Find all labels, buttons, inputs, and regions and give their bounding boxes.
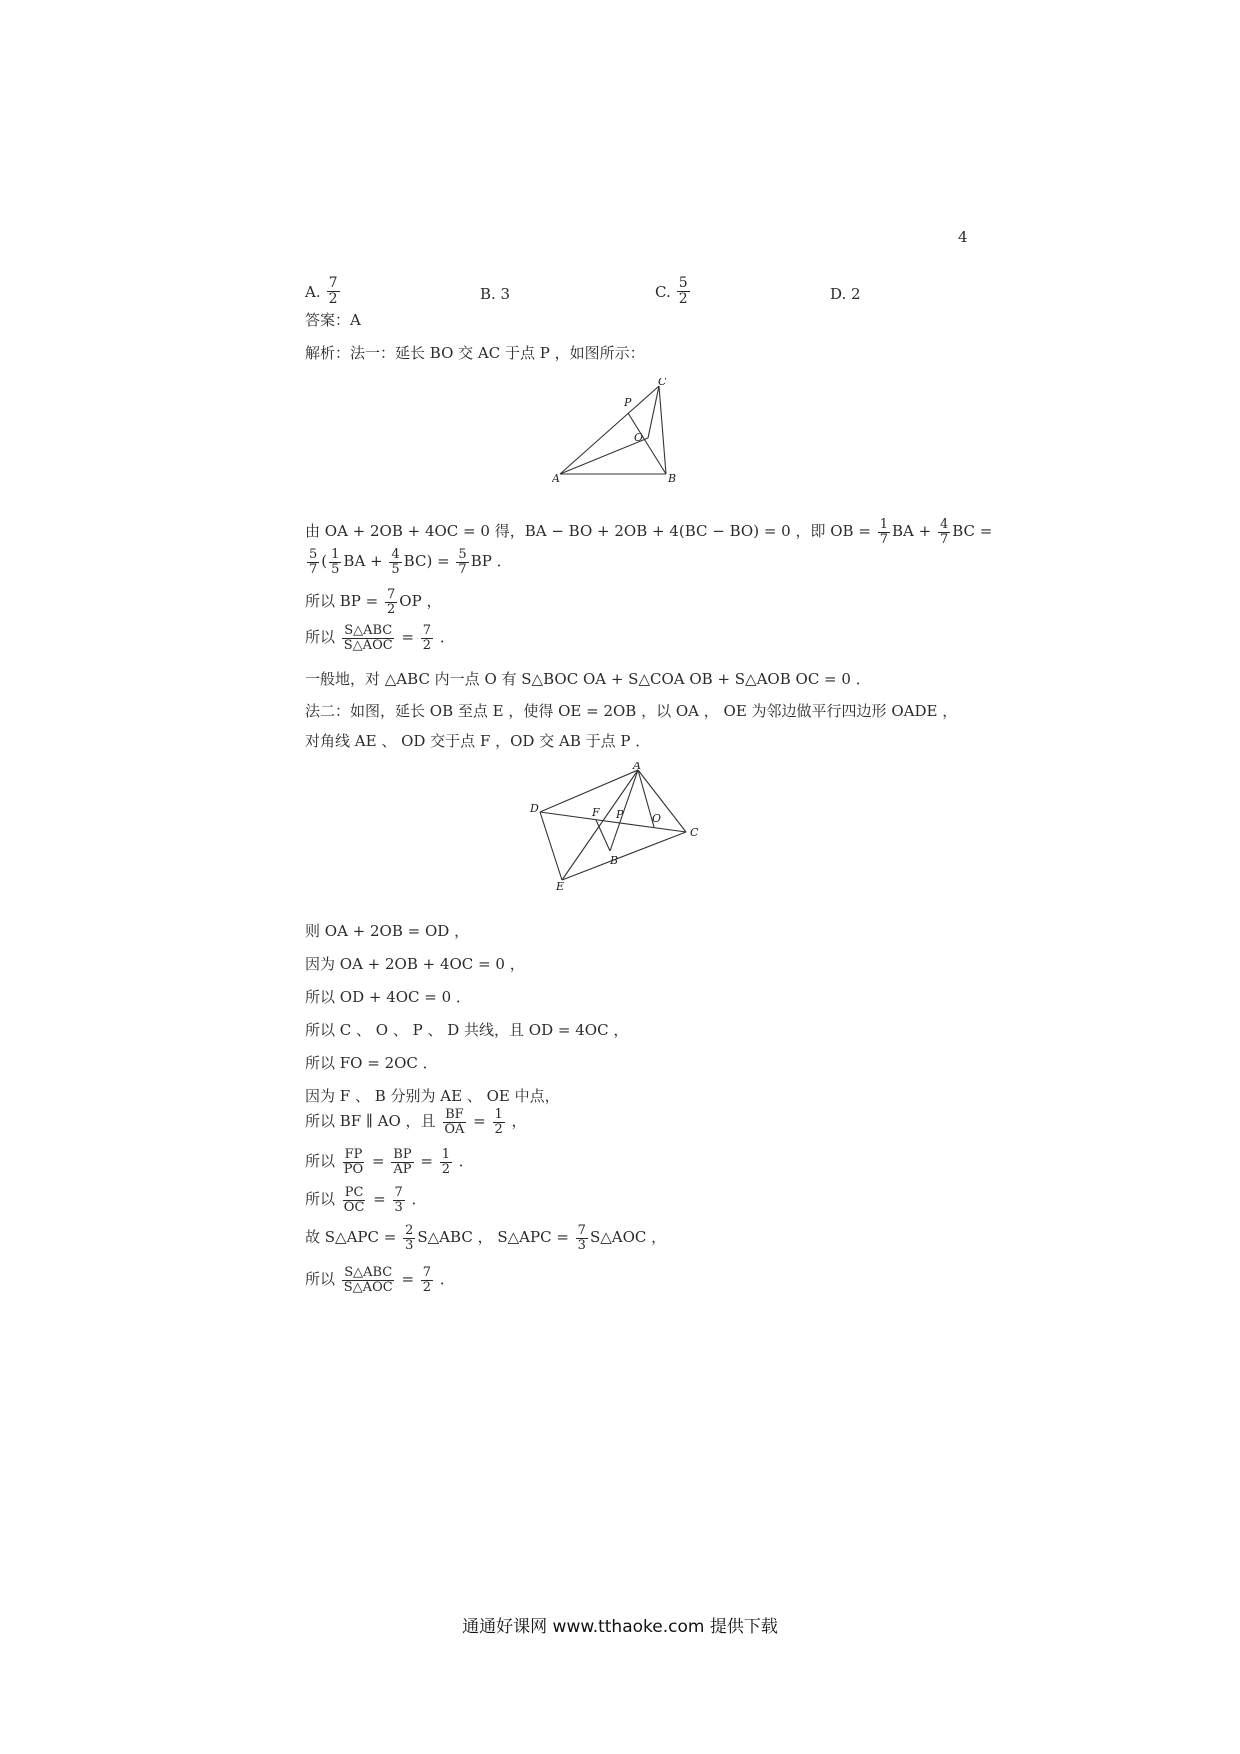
eq1-fraction-1 [878, 518, 890, 546]
eq4-fraction-1 [342, 624, 395, 652]
eq1-fraction-2 [938, 518, 950, 546]
eq2-f2-num: 1 [331, 547, 340, 562]
label-o: O [634, 431, 644, 444]
footer-text: 通通好课网 www.tthaoke.com 提供下载 [462, 1617, 778, 1637]
eq2-fraction-1 [307, 548, 319, 576]
s10-f1-num: 2 [405, 1223, 414, 1238]
s9-text-c: ． [406, 1190, 427, 1209]
option-c-den: 2 [678, 291, 688, 308]
segment-fb [596, 820, 610, 851]
eq2-fraction-2 [329, 548, 341, 576]
answer-line: 答案：A [305, 311, 361, 329]
eq4-f2-num: 7 [422, 623, 432, 638]
segment-cb [659, 386, 666, 474]
s9-f1-num: PC [344, 1185, 364, 1200]
label-c: C [690, 826, 699, 839]
s7-fraction-1 [442, 1108, 466, 1136]
eq2-f3-den: 5 [391, 561, 400, 577]
option-d: D. 2 [830, 285, 861, 303]
label-a: A [633, 762, 641, 772]
eq1-f2-num: 4 [939, 517, 949, 532]
option-c [655, 276, 690, 308]
equation-line-3 [305, 588, 441, 616]
option-b: B. 3 [480, 285, 511, 303]
equation-line-4 [305, 624, 455, 652]
step-1: 则 OA + 2OB = OD ， [305, 922, 470, 940]
segment-ec [562, 832, 686, 880]
option-a-den: 2 [328, 291, 338, 308]
eq3-f-den: 2 [387, 601, 396, 617]
s11-fraction-1 [342, 1266, 395, 1294]
segment-de [540, 812, 562, 880]
general-statement: 一般地，对 △ABC 内一点 O 有 S△BOC OA + S△COA OB + S△AOB OC = 0 ． [305, 670, 871, 688]
option-a-label: A. [305, 282, 321, 301]
eq2-fraction-3 [389, 548, 401, 576]
method-two-line-1: 法二：如图，延长 OB 至点 E ，使得 OE = 2OB ，以 OA ， OE 为邻边做平行四边形 OADE ， [305, 702, 958, 720]
s10-fraction-1 [403, 1224, 415, 1252]
s11-f1-num: S△ABC [344, 1265, 393, 1280]
option-c-fraction [677, 276, 690, 308]
eq4-text-b: = [396, 628, 419, 647]
label-d: D [530, 802, 539, 815]
s10-text-a: 故 S△APC = [305, 1228, 402, 1247]
triangle-figure [552, 378, 682, 486]
step-7 [305, 1108, 527, 1136]
s11-f1-den: S△AOC [343, 1279, 393, 1295]
s9-f1-den: OC [343, 1199, 365, 1215]
equation-line-2 [305, 548, 512, 576]
label-e: E [556, 880, 565, 890]
segment-ac [638, 770, 686, 832]
eq2-f1-num: 5 [309, 547, 318, 562]
s11-text-a: 所以 [305, 1270, 340, 1289]
eq2-f4-den: 7 [458, 561, 467, 577]
s8-text-d: ． [454, 1152, 474, 1171]
segment-dc [540, 812, 686, 832]
page-number: 4 [958, 228, 968, 246]
eq2-f3-num: 4 [391, 547, 400, 562]
s9-text-b: = [368, 1190, 391, 1209]
s11-text-c: ． [435, 1270, 455, 1289]
s8-f3-den: 2 [441, 1161, 450, 1177]
eq2-text-d: BP ． [470, 552, 512, 571]
s10-text-c: S△AOC ， [589, 1228, 667, 1247]
equation-line-1 [305, 518, 992, 546]
step-11 [305, 1266, 455, 1294]
eq3-text-a: 所以 BP = [305, 592, 383, 611]
label-p: P [624, 396, 632, 409]
analysis-intro: 解析：法一：延长 BO 交 AC 于点 P ，如图所示： [305, 344, 645, 362]
s8-fraction-1 [342, 1148, 365, 1176]
step-9 [305, 1186, 427, 1214]
s8-f1-den: PO [343, 1161, 364, 1177]
eq4-text-c: ． [435, 628, 455, 647]
step-8 [305, 1148, 474, 1176]
s8-f2-den: AP [393, 1161, 412, 1177]
step-2: 因为 OA + 2OB + 4OC = 0 ， [305, 955, 525, 973]
step-10 [305, 1224, 666, 1252]
label-b: B [668, 472, 677, 485]
answer-options [305, 276, 925, 316]
eq4-f1-den: S△AOC [343, 637, 393, 653]
s8-text-c: = [415, 1152, 438, 1171]
s10-f2-num: 7 [577, 1223, 586, 1238]
parallelogram-figure [528, 762, 710, 890]
label-a: A [552, 472, 560, 485]
s8-text-a: 所以 [305, 1152, 340, 1171]
s9-text-a: 所以 [305, 1190, 340, 1209]
label-o: O [652, 812, 662, 825]
s10-fraction-2 [576, 1224, 588, 1252]
s7-f2-den: 2 [494, 1121, 503, 1137]
option-a [305, 276, 340, 308]
eq2-f4-num: 5 [458, 547, 467, 562]
s10-text-b: S△ABC ， S△APC = [417, 1228, 574, 1247]
eq1-text-c: BC = [952, 522, 993, 541]
s8-fraction-2 [391, 1148, 413, 1176]
eq2-f2-den: 5 [331, 561, 340, 577]
eq1-text-a: 由 OA + 2OB + 4OC = 0 得，BA − BO + 2OB + 4(BC − BO) = 0 ，即 OB = [305, 522, 876, 541]
eq1-f1-den: 7 [879, 531, 888, 547]
segment-ac [560, 386, 659, 474]
s7-f1-den: OA [444, 1121, 465, 1137]
label-f: F [592, 806, 600, 819]
step-4: 所以 C 、 O 、 P 、 D 共线，且 OD = 4OC ， [305, 1021, 629, 1039]
eq2-fraction-4 [456, 548, 468, 576]
s11-text-b: = [396, 1270, 419, 1289]
s11-f2-num: 7 [422, 1265, 432, 1280]
segment-ab [610, 770, 638, 851]
s8-f3-num: 1 [441, 1147, 450, 1162]
s7-fraction-2 [493, 1108, 505, 1136]
eq2-text-c: BC) = [403, 552, 455, 571]
label-p: P [616, 808, 624, 821]
s8-f1-num: FP [344, 1147, 363, 1162]
s8-fraction-3 [440, 1148, 452, 1176]
s11-fraction-2 [421, 1266, 433, 1294]
step-6: 因为 F 、 B 分别为 AE 、 OE 中点， [305, 1087, 560, 1105]
s9-fraction-1 [342, 1186, 367, 1214]
s7-text-a: 所以 BF ∥ AO ，且 [305, 1112, 441, 1131]
eq3-f-num: 7 [387, 587, 396, 602]
s9-fraction-2 [393, 1186, 405, 1214]
eq4-text-a: 所以 [305, 628, 340, 647]
eq4-f1-num: S△ABC [344, 623, 393, 638]
label-b: B [610, 854, 619, 867]
s9-f2-num: 7 [394, 1185, 403, 1200]
s7-text-b: = [468, 1112, 491, 1131]
label-c: C [658, 378, 667, 388]
s10-f1-den: 3 [405, 1237, 414, 1253]
option-a-num: 7 [328, 275, 338, 291]
step-3: 所以 OD + 4OC = 0 ． [305, 988, 471, 1006]
eq4-fraction-2 [421, 624, 433, 652]
s8-text-b: = [367, 1152, 390, 1171]
step-5: 所以 FO = 2OC ． [305, 1054, 438, 1072]
option-c-label: C. [655, 282, 671, 301]
s11-f2-den: 2 [422, 1279, 432, 1295]
s10-f2-den: 3 [577, 1237, 586, 1253]
eq2-text-b: BA + [343, 552, 388, 571]
eq1-f2-den: 7 [939, 531, 949, 547]
eq3-text-b: OP ， [399, 592, 442, 611]
s9-f2-den: 3 [394, 1199, 403, 1215]
eq1-f1-num: 1 [879, 517, 888, 532]
eq2-f1-den: 7 [309, 561, 318, 577]
eq3-fraction [385, 588, 397, 616]
option-a-fraction [327, 276, 340, 308]
s7-f1-num: BF [445, 1107, 464, 1122]
option-c-num: 5 [678, 275, 688, 291]
s7-f2-num: 1 [494, 1107, 503, 1122]
s7-text-c: ， [506, 1112, 527, 1131]
eq2-text-a: ( [321, 552, 328, 571]
s8-f2-num: BP [393, 1147, 412, 1162]
eq4-f2-den: 2 [422, 637, 432, 653]
eq1-text-b: BA + [891, 522, 936, 541]
method-two-line-2: 对角线 AE 、 OD 交于点 F ，OD 交 AB 于点 P ． [305, 732, 651, 750]
